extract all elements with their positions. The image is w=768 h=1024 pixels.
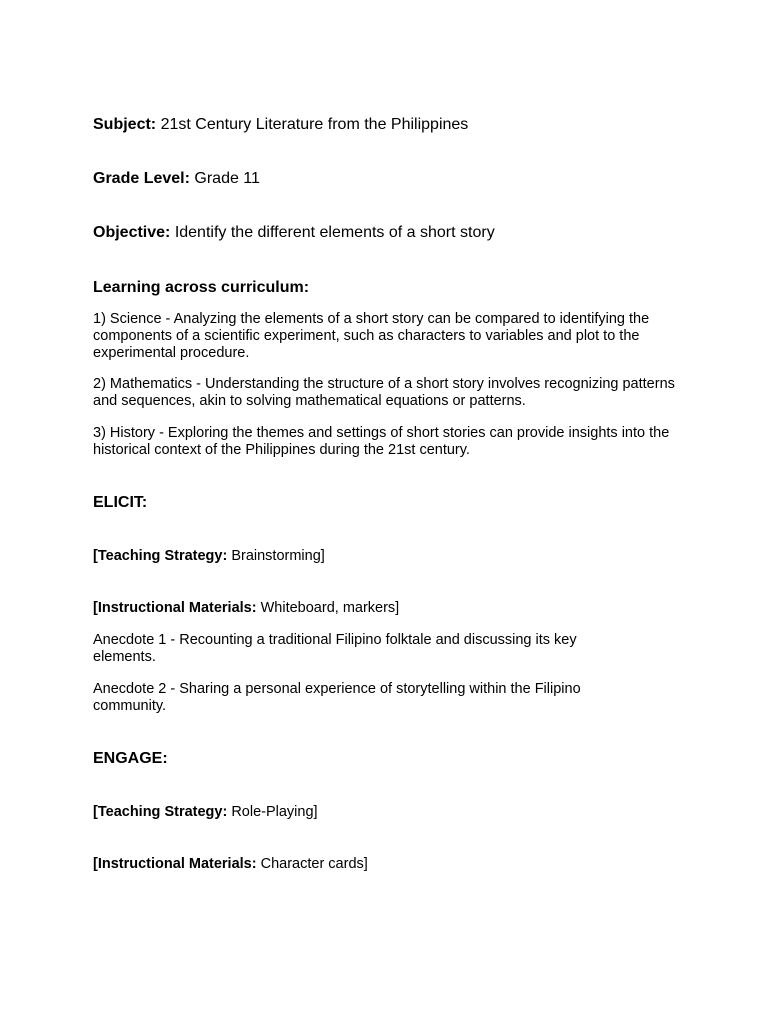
engage-instructional-materials	[93, 856, 368, 872]
subject-value: 21st Century Literature from the Philippines	[160, 116, 469, 133]
elicit-instructional-materials	[93, 600, 399, 616]
subject-label: Subject:	[93, 116, 157, 133]
curriculum-item-science: 1) Science - Analyzing the elements of a short story can be compared to identifying the components of a scientific experiment, such as characters to variables and plot to the experimental procedure.	[93, 311, 650, 361]
grade-level-value: Grade 11	[194, 170, 260, 187]
elicit-heading: ELICIT:	[93, 494, 148, 511]
anecdote-2: Anecdote 2 - Sharing a personal experience of storytelling within the Filipino community.	[93, 681, 581, 714]
subject-line	[93, 116, 468, 134]
engage-heading: ENGAGE:	[93, 750, 168, 767]
engage-materials-value: Character cards]	[260, 856, 368, 872]
elicit-materials-label: Instructional Materials:	[97, 600, 257, 616]
objective-line	[93, 224, 495, 242]
elicit-strategy-value: Brainstorming]	[231, 548, 325, 564]
engage-strategy-value: Role-Playing]	[231, 804, 318, 820]
anecdote-1: Anecdote 1 - Recounting a traditional Filipino folktale and discussing its key elements.	[93, 632, 577, 665]
engage-strategy-label: Teaching Strategy:	[97, 804, 228, 820]
elicit-strategy-label: Teaching Strategy:	[97, 548, 228, 564]
elicit-teaching-strategy	[93, 548, 325, 564]
engage-strategy-bracket: [	[93, 804, 98, 820]
grade-level-line	[93, 170, 260, 188]
objective-value: Identify the different elements of a short story	[174, 224, 495, 241]
curriculum-item-mathematics: 2) Mathematics - Understanding the structure of a short story involves recognizing patterns and sequences, akin to solving mathematical equations or patterns.	[93, 376, 675, 409]
objective-label: Objective:	[93, 224, 171, 241]
elicit-strategy-bracket: [	[93, 548, 98, 564]
elicit-materials-value: Whiteboard, markers]	[260, 600, 400, 616]
engage-materials-label: Instructional Materials:	[97, 856, 257, 872]
grade-level-label: Grade Level:	[93, 170, 190, 187]
curriculum-item-history: 3) History - Exploring the themes and settings of short stories can provide insights into the historical context of the Philippines during the 21st century.	[93, 425, 670, 458]
elicit-materials-bracket: [	[93, 600, 98, 616]
engage-teaching-strategy	[93, 804, 318, 820]
curriculum-heading: Learning across curriculum:	[93, 279, 310, 296]
engage-materials-bracket: [	[93, 856, 98, 872]
